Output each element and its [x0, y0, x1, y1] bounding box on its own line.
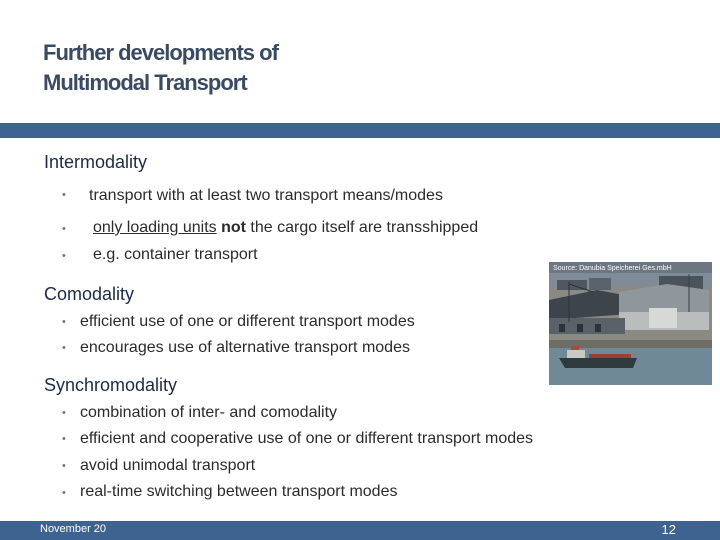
slide-title-line-1: Further developments of — [43, 40, 278, 65]
bullet-dot: • — [62, 433, 66, 445]
bullet-intermodality-2-rest: the cargo itself are transshipped — [250, 219, 479, 236]
bullet-dot: • — [62, 250, 66, 262]
bullet-dot: • — [62, 342, 66, 354]
bullet-dot: • — [62, 460, 66, 472]
section-heading-intermodality: Intermodality — [44, 152, 148, 172]
footer-bar — [0, 521, 720, 540]
slide-title-line-2: Multimodal Transport — [43, 70, 247, 95]
section-heading-synchromodality: Synchromodality — [44, 375, 178, 395]
port-photo — [549, 262, 712, 385]
bullet-intermodality-2-bold: not — [221, 219, 246, 236]
bullet-intermodality-2-underlined: only loading units — [93, 219, 217, 236]
bullet-synchromodality-4: real-time switching between transport modes — [80, 483, 398, 500]
header-band — [0, 123, 720, 138]
section-heading-comodality: Comodality — [44, 284, 135, 304]
bullet-dot: • — [62, 407, 66, 419]
bullet-synchromodality-3: avoid unimodal transport — [80, 457, 256, 474]
slide-title — [43, 38, 278, 98]
footer-date: November 20 — [40, 523, 107, 535]
bullet-dot: • — [62, 223, 66, 235]
bullet-dot: • — [62, 487, 66, 499]
bullet-intermodality-1: transport with at least two transport means/modes — [89, 187, 443, 204]
port-photo-image — [549, 262, 712, 385]
photo-source-caption: Source: Danubia Speicherei Ges.mbH — [553, 265, 672, 272]
bullet-comodality-1: efficient use of one or different transport modes — [80, 313, 415, 330]
bullet-dot: • — [62, 189, 66, 201]
page-number: 12 — [661, 522, 676, 537]
bullet-comodality-2: encourages use of alternative transport modes — [80, 339, 410, 356]
bullet-dot: • — [62, 316, 66, 328]
bullet-synchromodality-2: efficient and cooperative use of one or different transport modes — [80, 430, 534, 447]
bullet-intermodality-2 — [93, 219, 478, 237]
bullet-intermodality-3: e.g. container transport — [93, 246, 258, 263]
bullet-synchromodality-1: combination of inter- and comodality — [80, 404, 338, 421]
